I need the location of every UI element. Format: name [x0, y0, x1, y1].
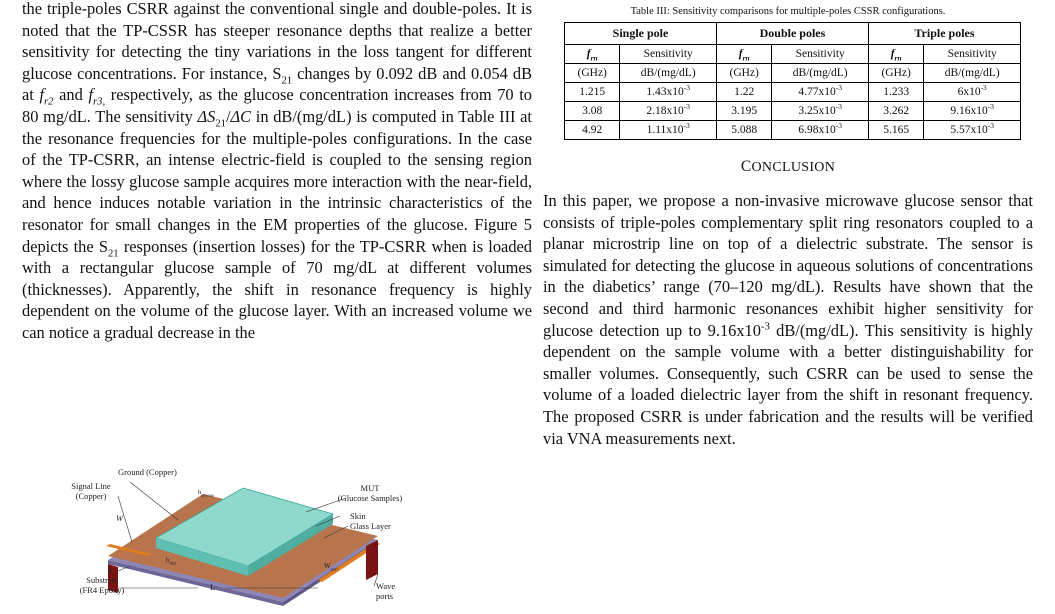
substrate-label — [72, 576, 132, 595]
sens-exponent: -3 — [980, 83, 987, 93]
wave-port-right — [366, 540, 378, 580]
right-column — [543, 0, 1033, 449]
conclusion-heading — [543, 158, 1033, 176]
w-text: W — [116, 513, 124, 523]
table-subheader-row-1 — [565, 45, 1021, 64]
sens-exponent: -3 — [987, 102, 994, 112]
sens-cell — [772, 102, 869, 121]
freq-cell: 1.22 — [716, 83, 771, 102]
w-port-text: W — [324, 562, 331, 570]
freq-header — [868, 45, 923, 64]
mut-label-1: MUT — [360, 483, 380, 493]
table-row — [565, 121, 1021, 140]
sens-exponent: -3 — [835, 102, 842, 112]
conclusion-text-1: In this paper, we propose a non-invasive microwave glucose sensor that consists of triple-poles complementary split ring resonators coupled to a planar microstrip line on top of a dielectric substrate. The sensor is simulated for detecting the glucose in aqueous solutions of concentrations in the diabetics’ range (70–120 mg/dL). Results have shown that the second and third harmonic resonances exhibit higher sensitivity for glucose detection up to 9.16x10 — [543, 191, 1033, 340]
sens-header: Sensitivity — [620, 45, 717, 64]
sens-exponent: -3 — [683, 83, 690, 93]
h-glucose-label — [198, 488, 214, 498]
freq-header — [565, 45, 620, 64]
sens-mantissa: 2.18x10 — [646, 105, 684, 117]
conclusion-exponent: -3 — [760, 321, 770, 333]
h-glucose-text: h — [198, 489, 202, 496]
table-caption: Table III: Sensitivity comparisons for multiple-poles CSSR configurations. — [630, 6, 946, 17]
sens-cell — [772, 83, 869, 102]
freq-header-sub: rn — [894, 53, 902, 63]
freq-unit: (GHz) — [868, 64, 923, 83]
h-skin-label — [166, 556, 176, 566]
sens-mantissa: 6.98x10 — [798, 124, 836, 136]
sens-unit: dB/(mg/dL) — [924, 64, 1021, 83]
freq-header — [716, 45, 771, 64]
substrate-label-1: Substrate — [86, 575, 118, 585]
heading-initial: C — [740, 158, 752, 175]
skin-label: Skin — [350, 511, 366, 521]
group-single-pole: Single pole — [565, 23, 717, 45]
freq-cell: 1.215 — [565, 83, 620, 102]
mut-label — [328, 484, 412, 503]
l-label: L — [210, 582, 216, 592]
freq-cell: 5.165 — [868, 121, 923, 140]
w-port-sub: port — [330, 566, 338, 572]
wave-ports-label-2: ports — [376, 590, 393, 601]
sens-exponent: -3 — [683, 102, 690, 112]
freq-header-text: f — [738, 48, 743, 60]
ground-label: Ground (Copper) — [118, 467, 177, 477]
freq-cell: 3.08 — [565, 102, 620, 121]
sens-mantissa: 1.11x10 — [646, 124, 684, 136]
h-skin-text: h — [166, 557, 170, 564]
freq-cell: 3.262 — [868, 102, 923, 121]
w-label — [116, 514, 123, 524]
sens-mantissa: 5.57x10 — [950, 124, 988, 136]
signal-line-label-2: (Copper) — [75, 490, 107, 501]
signal-line-label-1: Signal Line — [71, 481, 111, 491]
freq-cell: 5.088 — [716, 121, 771, 140]
freq-cell: 1.233 — [868, 83, 923, 102]
table-subheader-row-2 — [565, 64, 1021, 83]
sens-mantissa: 6x10 — [957, 86, 981, 98]
sens-cell — [924, 83, 1021, 102]
h-glucose-sub: glucose — [201, 492, 215, 498]
sens-exponent: -3 — [987, 121, 994, 131]
sens-mantissa: 1.43x10 — [646, 86, 684, 98]
left-column — [22, 0, 532, 344]
freq-header-text: f — [586, 48, 591, 60]
freq-unit: (GHz) — [716, 64, 771, 83]
freq-header-sub: rn — [590, 53, 598, 63]
sens-unit: dB/(mg/dL) — [772, 64, 869, 83]
sens-header: Sensitivity — [924, 45, 1021, 64]
h-skin-sub: skin — [169, 560, 177, 566]
sens-cell — [620, 83, 717, 102]
sens-cell — [772, 121, 869, 140]
h-label: h — [108, 565, 113, 575]
w-port-label — [324, 562, 338, 572]
freq-header-sub: rn — [742, 53, 750, 63]
glass-layer-label: Glass Layer — [350, 521, 391, 531]
sens-header: Sensitivity — [772, 45, 869, 64]
heading-rest: ONCLUSION — [751, 160, 836, 175]
signal-line-label — [56, 482, 126, 501]
table-group-header-row — [565, 23, 1021, 45]
conclusion-paragraph — [543, 190, 1033, 449]
wave-ports-label — [376, 582, 395, 601]
sens-cell — [620, 102, 717, 121]
freq-cell: 3.195 — [716, 102, 771, 121]
sens-cell — [620, 121, 717, 140]
sensor-figure — [71, 467, 413, 609]
body-paragraph — [22, 0, 532, 344]
group-triple-poles: Triple poles — [868, 23, 1020, 45]
wave-ports-label-1: Wave — [376, 581, 396, 591]
freq-unit: (GHz) — [565, 64, 620, 83]
group-double-poles: Double poles — [716, 23, 868, 45]
para-text-1: the triple-poles CSRR against the conventional single and double-poles. It is noted that the TP-CSSR has steeper resonance depths that realize a better sensitivity for detecting the tiny variations in the loss tangent for different glucose concentrations. For instance, $S_{21}$ changes by 0.092 dB and 0.054 dB at $f_{r2}$ and $f_{r3,}$ respectively, as the glucose concentration increases from 70 to 80 mg/dL. The sensitivity $\Delta S_{21}/\Delta C$ in dB/(mg/dL) is computed in Table III at the resonance frequencies for the multiple-poles configurations. In the case of the TP-CSRR, an intense electric-field is coupled to the sensing region where the lossy glucose sample acquires more interaction with the near-field, and hence induces notable variation in the intrinsic characteristics of the resonator for small changes in the EM properties of the glucose. Figure 5 depicts the $S_{21}$ responses (insertion losses) for the TP-CSRR when is loaded with a rectangular glucose sample of 70 mg/dL at different volumes (thicknesses). Apparently, the shift in resonance frequency is highly dependent on the volume of the glucose layer. With an increased volume we can notice a gradual decrease in the — [22, 0, 533, 342]
table-row — [565, 83, 1021, 102]
sens-cell — [924, 121, 1021, 140]
mut-label-2: (Glucose Samples) — [337, 492, 403, 503]
table-row — [565, 102, 1021, 121]
conclusion-text-2: dB/(mg/dL). This sensitivity is highly dependent on the sample volume with a better distinguishability for smaller volumes. Consequently, such CSRR can be used to sense the volume of a loaded dielectric layer from the shift in resonant frequency. The proposed CSRR is under fabrication and the results will be verified via VNA measurements next. — [543, 320, 1033, 448]
sens-mantissa: 4.77x10 — [798, 86, 836, 98]
sens-mantissa: 9.16x10 — [950, 105, 988, 117]
sens-cell — [924, 102, 1021, 121]
sens-mantissa: 3.25x10 — [798, 105, 836, 117]
sensitivity-table — [564, 22, 1021, 140]
sens-exponent: -3 — [683, 121, 690, 131]
sens-unit: dB/(mg/dL) — [620, 64, 717, 83]
sens-exponent: -3 — [835, 121, 842, 131]
sens-exponent: -3 — [835, 83, 842, 93]
freq-header-text: f — [890, 48, 895, 60]
substrate-label-2: (FR4 Epoxy) — [79, 584, 125, 595]
freq-cell: 4.92 — [565, 121, 620, 140]
